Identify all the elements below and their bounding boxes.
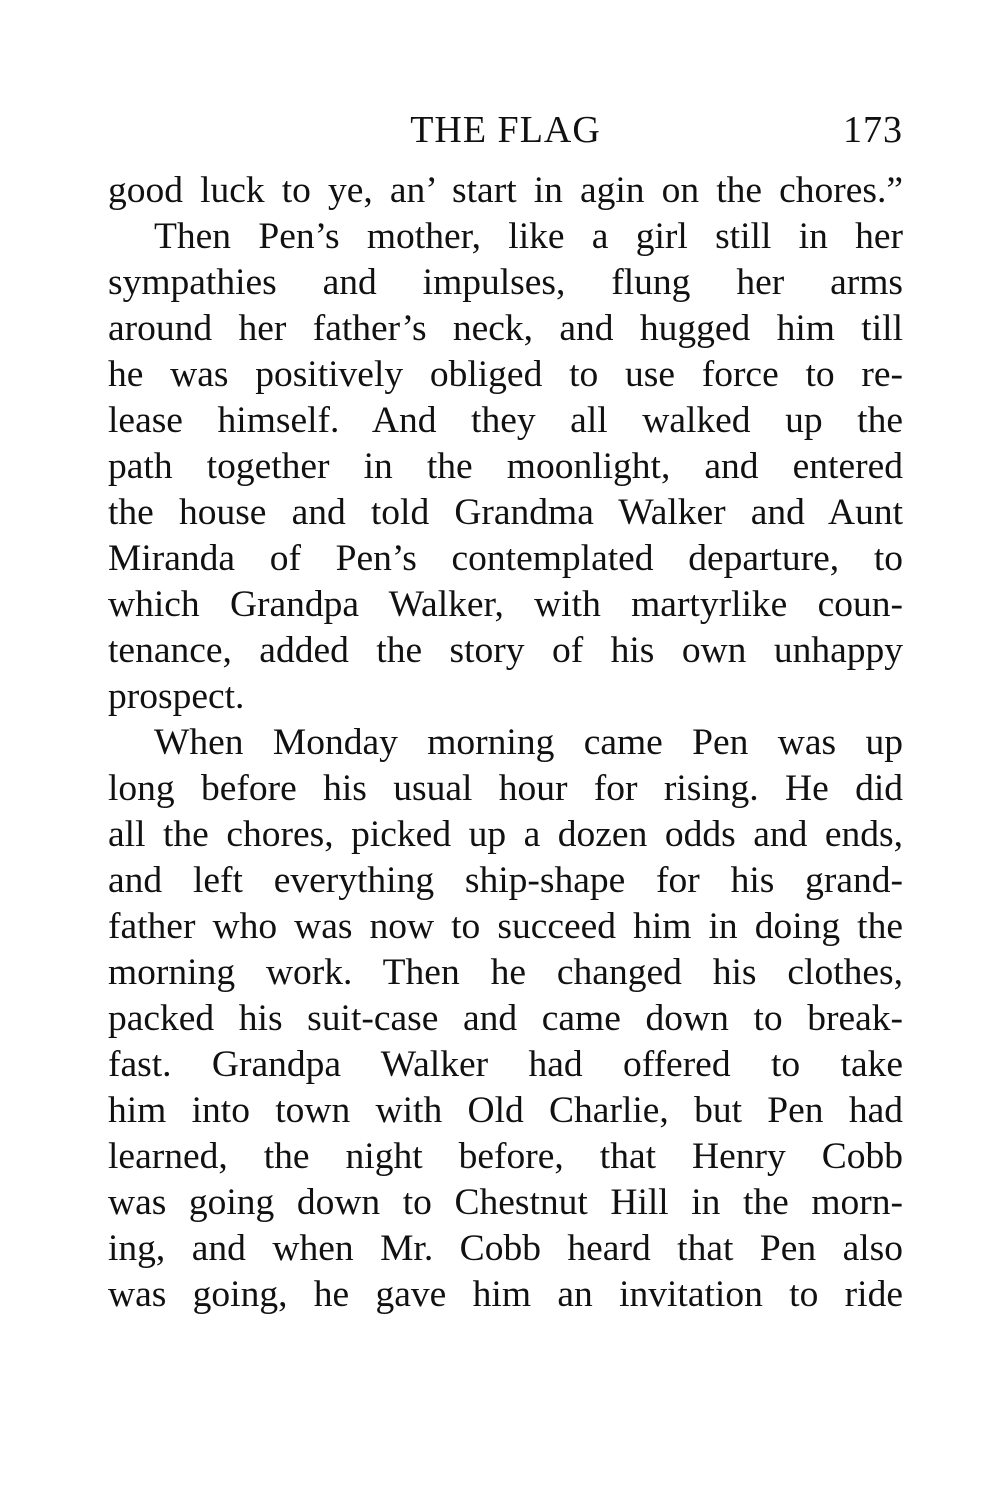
text-line: learned, the night before, that Henry Cobb xyxy=(108,1136,903,1177)
text-line: and left everything ship-shape for his grand- xyxy=(108,860,903,901)
text-line: which Grandpa Walker, with martyrlike coun- xyxy=(108,584,903,625)
book-page xyxy=(108,108,903,1318)
text-line: him into town with Old Charlie, but Pen had xyxy=(108,1090,903,1131)
text-line: around her father’s neck, and hugged him till xyxy=(108,308,903,349)
text-line: path together in the moonlight, and entered xyxy=(108,446,903,487)
text-line: packed his suit-case and came down to break- xyxy=(108,998,903,1039)
text-line: good luck to ye, an’ start in agin on the chores.” xyxy=(108,170,903,211)
text-line: morning work. Then he changed his clothes, xyxy=(108,952,903,993)
text-line: father who was now to succeed him in doing the xyxy=(108,906,903,947)
text-line: all the chores, picked up a dozen odds and ends, xyxy=(108,814,903,855)
text-line: long before his usual hour for rising. He did xyxy=(108,768,903,809)
text-line: he was positively obliged to use force to re- xyxy=(108,354,903,395)
running-title: THE FLAG xyxy=(410,109,601,151)
text-line: was going, he gave him an invitation to ride xyxy=(108,1274,903,1315)
text-line: was going down to Chestnut Hill in the morn- xyxy=(108,1182,903,1223)
text-line: lease himself. And they all walked up the xyxy=(108,400,903,441)
text-line: prospect. xyxy=(108,676,245,717)
running-head xyxy=(108,108,903,160)
text-line: Then Pen’s mother, like a girl still in her xyxy=(154,216,903,257)
text-line: tenance, added the story of his own unhappy xyxy=(108,630,903,671)
text-line: the house and told Grandma Walker and Aunt xyxy=(108,492,903,533)
text-line: sympathies and impulses, flung her arms xyxy=(108,262,903,303)
text-line: ing, and when Mr. Cobb heard that Pen also xyxy=(108,1228,903,1269)
body-text xyxy=(108,168,903,1318)
text-line: When Monday morning came Pen was up xyxy=(154,722,903,763)
text-line: fast. Grandpa Walker had offered to take xyxy=(108,1044,903,1085)
page-number: 173 xyxy=(843,109,903,151)
text-line: Miranda of Pen’s contemplated departure, to xyxy=(108,538,903,579)
